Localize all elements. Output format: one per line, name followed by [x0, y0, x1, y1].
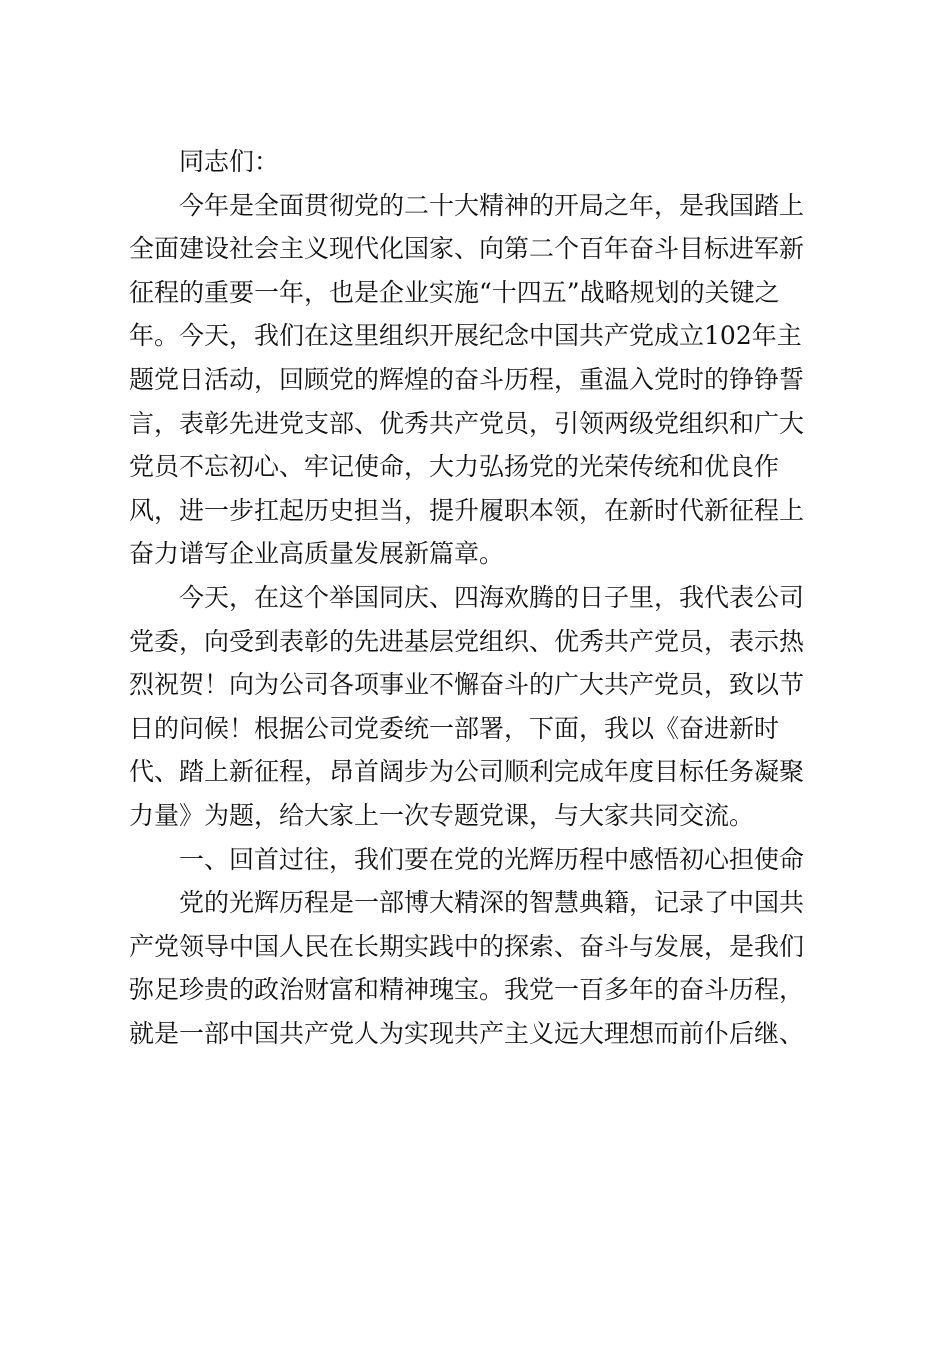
section-heading: 一、回首过往，我们要在党的光辉历程中感悟初心担使命: [179, 844, 805, 874]
section-paragraph: 党的光辉历程是一部博大精深的智慧典籍，记录了中国共 产党领导中国人民在长期实践中的探索、奋斗与发展，是我们 弥足珍贵的政治财富和精神瑰宝。我党一百多年的奋斗历程， 就是一部中国共产党人为实现共产主义远大理想而前仆后继、: [129, 888, 805, 1048]
paragraph-intro: 今年是全面贯彻党的二十大精神的开局之年，是我国踏上 全面建设社会主义现代化国家、向第二个百年奋斗目标进军新 征程的重要一年，也是企业实施“十四五”战略规划的关键之 年。今天，我们在这里组织开展纪念中国共产党成立102年主 题党日活动，回顾党的辉煌的奋斗历程，重温入党时的铮铮誓 言，表彰先进党支部、优秀共产党员，引领两级党组织和广大 党员不忘初心、牢记使命，大力弘扬党的光荣传统和优良作 风，进一步扛起历史担当，提升履职本领，在新时代新征程上 奋力谱写企业高质量发展新篇章。: [129, 190, 805, 569]
salutation: 同志们：: [179, 147, 280, 176]
paragraph-congratulations: 今天，在这个举国同庆、四海欢腾的日子里，我代表公司 党委，向受到表彰的先进基层党组织、优秀共产党员，表示热 烈祝贺！向为公司各项事业不懈奋斗的广大共产党员，致以节 日的问候！根据公司党委统一部署，下面，我以《奋进新时 代、踏上新征程，昂首阔步为公司顺利完成年度目标任务凝聚 力量》为题，给大家上一次专题党课，与大家共同交流。: [129, 582, 805, 830]
document-body: [129, 140, 821, 1055]
